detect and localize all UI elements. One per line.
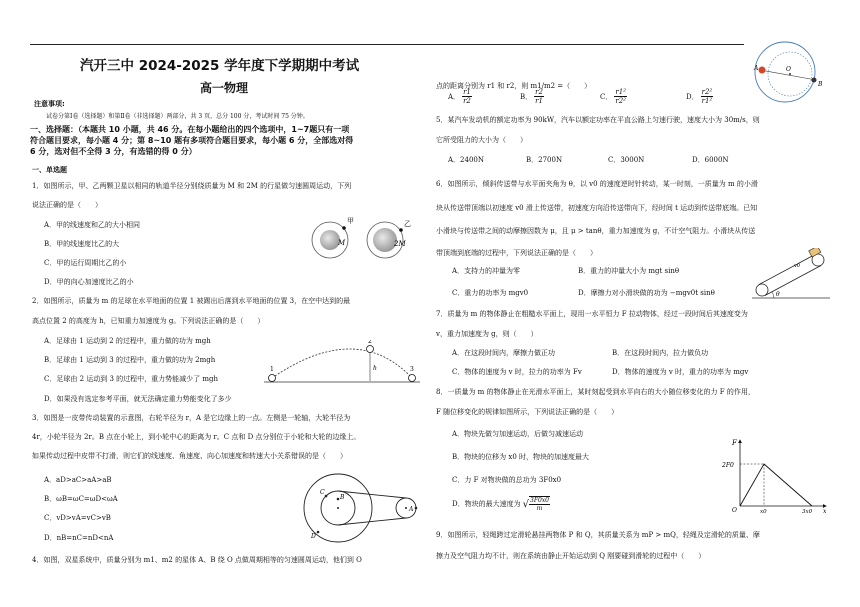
belt-upper [759, 255, 815, 285]
q8-option-d [452, 496, 550, 512]
q4-b-num: r2 [535, 88, 543, 96]
q4-option-b-label: B． [520, 92, 533, 101]
q1-stem-line2: 说法正确的是（ ） [32, 201, 102, 209]
single-choice-heading: 一、单选题 [32, 166, 67, 174]
q6-stem-line1: 6．如图所示，倾斜传送带与水平面夹角为 θ，以 v0 的速度逆时针转动，某一时刻，一质量为 m 的小滑 [436, 180, 758, 188]
q9-stem-line1: 9．如图所示，轻绳跨过定滑轮悬挂两物体 P 和 Q，其质量关系为 mP > mQ，轻绳及定滑轮的质量、摩 [436, 531, 760, 539]
sqrt-icon: √ [522, 498, 529, 510]
label-2m: 2M [394, 240, 406, 248]
q1-stem-line1: 1．如图所示，甲、乙两颗卫星以相同的轨道半径分别绕质量为 M 和 2M 的行星做匀速圆周运动，下列 [32, 182, 352, 190]
q7-option-a: A．在这段时间内，摩擦力做正功 [452, 349, 556, 357]
label-b: B [340, 494, 345, 501]
label-b: B [818, 81, 823, 88]
label-x: x [823, 508, 827, 514]
q3-option-a: A．aD>aC>aA>aB [44, 476, 112, 484]
q4-a-num: r1 [463, 88, 471, 96]
q6-option-b: B．重力的冲量大小为 mgt sinθ [578, 267, 680, 275]
ball-3 [409, 375, 416, 382]
q4-d-den: r1² [701, 97, 713, 105]
label-h: h [373, 365, 377, 372]
q3-option-c: C．vD>vA=vC>vB [44, 514, 111, 522]
q2-option-b: B．足球由 1 运动到 3 的过程中，重力做的功为 2mgh [44, 356, 216, 364]
q4-a-den: r2 [463, 97, 471, 105]
label-m: M [338, 239, 346, 247]
q6-option-c: C．重力的功率为 mgv0 [452, 289, 529, 297]
q8-option-b: B．物块的位移为 x0 时，物块的加速度最大 [452, 453, 589, 461]
label-jia: 甲 [347, 217, 354, 225]
label-c: C [320, 489, 325, 496]
ball-1 [269, 375, 276, 382]
q7-stem-line2: v，重力加速度为 g，则（ ） [436, 330, 538, 338]
planet-m [320, 230, 340, 250]
q2-option-c: C．足球由 2 运动到 3 的过程中，重力势能减少了 mgh [44, 375, 219, 383]
notice-heading: 注意事项: [34, 100, 65, 108]
q3-stem-line3: 如果传动过程中皮带不打滑，则它们的线速度、角速度、向心加速度和转速大小关系错误的是（ ） [32, 452, 347, 460]
q1-option-d: D．甲的向心加速度比乙的小 [44, 278, 134, 286]
label-3: 3 [410, 366, 414, 373]
label-o: O [786, 66, 791, 73]
section1-line2: 符合题目要求，每小题 4 分；第 8~10 题有多项符合题目要求，每小题 6 分，全部选对得 [30, 135, 354, 145]
q1-option-a: A．甲的线速度和乙的大小相同 [44, 221, 141, 229]
q1-option-b: B．甲的线速度比乙的大 [44, 240, 120, 248]
q4-option-d-label: D． [686, 92, 699, 101]
pulley-bottom [756, 284, 768, 296]
q6-stem-line2: 块从传送带顶端以初速度 v0 滑上传送带，初速度方向沿传送带向下，经时间 t 运动到传送带底端。已知 [436, 204, 758, 212]
q4-option-d [686, 88, 713, 105]
q2-option-a: A．足球由 1 运动到 2 的过程中，重力做的功为 mgh [44, 337, 211, 345]
q7-stem-line1: 7．质量为 m 的物体静止在粗糙水平面上，现用一水平恒力 F 拉动物体，经过一段时间后其速度变为 [436, 310, 748, 318]
q3-option-d: D．nB=nC=nD<nA [44, 534, 114, 542]
point-b [337, 498, 340, 501]
label-2f0: 2F0 [722, 462, 734, 469]
angle-arc [772, 292, 774, 298]
label-d: D [311, 533, 316, 540]
satellite-yi [399, 228, 403, 232]
q3-belt-figure [300, 470, 420, 545]
q6-conveyor-figure [752, 248, 832, 300]
q8-option-c: C．力 F 对物块做的总功为 3F0x0 [452, 476, 562, 484]
q6-stem-line3: 小滑块与传送带之间的动摩擦因数为 μ，且 μ > tanθ，重力加速度为 g，不计空气阻力。小滑块从传送 [436, 227, 756, 235]
trajectory [272, 349, 412, 378]
q7-option-d: D．物体的速度为 v 时，重力的功率为 mgv [612, 368, 749, 376]
q3-option-b: B．ωB=ωC=ωD<ωA [44, 495, 118, 503]
q8-stem-line1: 8．一质量为 m 的物体静止在光滑水平面上，某时刻起受到水平向右的大小随位移变化的力 F 的作用， [436, 388, 755, 396]
q8-force-displacement-graph [722, 434, 832, 514]
q3-stem-line2: 4r，小轮半径为 2r。B 点在小轮上，到小轮中心的距离为 r。C 点和 D 点分别位于小轮和大轮的边缘上。 [32, 433, 361, 441]
point-c [325, 495, 328, 498]
q7-option-c: C．物体的速度为 v 时，拉力的功率为 Fv [452, 368, 582, 376]
ball-2 [367, 346, 374, 353]
q4-stem: 4．如图，双星系统中，质量分别为 m1、m2 的星体 A、B 绕 O 点做周期相等的匀速圆周运动，他们到 O [32, 556, 362, 564]
q5-option-b: B．2700N [526, 156, 563, 164]
label-1: 1 [270, 366, 274, 373]
q1-satellite-figure [300, 210, 415, 270]
q2-stem-line2: 高点位置 2 的高度为 h，已知重力加速度为 g。下列说法正确的是（ ） [32, 317, 265, 325]
label-theta: θ [776, 291, 780, 298]
label-v0: v0 [794, 263, 801, 269]
q1-option-c: C．甲的运行周期比乙的小 [44, 259, 127, 267]
label-x0: x0 [760, 509, 767, 514]
q7-option-b: B．在这段时间内，拉力做负功 [612, 349, 709, 357]
force-curve [740, 464, 812, 506]
q2-stem-line1: 2．如图所示，质量为 m 的足球在水平地面的位置 1 被踢出后落到水平地面的位置 3，在空中达到的最 [32, 297, 351, 305]
label-yi: 乙 [404, 220, 411, 228]
section1-line3: 6 分，选对但不全得 3 分，有选错的得 0 分） [30, 146, 197, 156]
top-rule [30, 44, 744, 45]
q5-option-d: D．6000N [692, 156, 729, 164]
star-a [759, 67, 766, 74]
slider-block [809, 248, 821, 257]
q4-option-c [600, 88, 627, 105]
q6-stem-line4: 带顶端到底端的过程中，下列说法正确的是（ ） [436, 249, 597, 257]
q6-option-a: A．支持力的冲量为零 [452, 267, 521, 275]
q4-option-c-label: C． [600, 92, 613, 101]
q4-option-b [520, 88, 544, 105]
q8-option-d-prefix: D．物块的最大速度为 [452, 500, 521, 508]
q8-d-den: m [536, 505, 543, 512]
label-a: A [754, 65, 759, 72]
notice-text: 试卷分第Ⅰ卷（选择题）和第Ⅱ卷（非选择题）两部分，共 3 页，总分 100 分，考试时间 75 分钟。 [46, 113, 309, 120]
star-b [812, 78, 817, 83]
label-3x0: 3x0 [802, 509, 813, 514]
q2-option-d: D．如果没有选定参考平面，就无法确定重力势能变化了多少 [44, 395, 232, 403]
q4-c-num: r1² [615, 88, 626, 96]
q4-b-den: r1 [535, 97, 543, 105]
q9-stem-line2: 擦力及空气阻力均不计，则在系统由静止开始运动到 Q 刚要碰到滑轮的过程中（ ） [436, 552, 706, 560]
q8-stem-line2: F 随位移变化的规律如图所示，下列说法正确的是（ ） [436, 408, 619, 416]
q2-football-figure [262, 340, 422, 388]
section1-header [30, 125, 353, 157]
label-2: 2 [368, 340, 372, 345]
q4-binary-star-figure [750, 40, 830, 112]
q6-option-d: D．摩擦力对小滑块做的功为 −mgv0t sinθ [578, 289, 715, 297]
q8-option-a: A．物块先做匀加速运动，后做匀减速运动 [452, 430, 584, 438]
q5-option-a: A．2400N [448, 156, 484, 164]
label-origin: O [732, 507, 737, 514]
q5-stem-line1: 5．某汽车发动机的额定功率为 90kW，汽车以额定功率在平直公路上匀速行驶，速度大小为 30m/s，则 [436, 116, 760, 124]
exam-subject: 高一物理 [200, 81, 249, 95]
belt-lower [765, 266, 821, 296]
q3-stem-line1: 3．如图是一皮带传动装置的示意图，右轮半径为 r，A 是它边缘上的一点。左侧是一轮轴，大轮半径为 [32, 414, 351, 422]
q4-c-den: r2² [615, 97, 626, 105]
q5-option-c: C．3000N [608, 156, 645, 164]
section1-line1: 一、选择题：（本题共 10 小题，共 46 分。在每小题给出的四个选项中，1~7题只有一项 [30, 125, 350, 134]
point-a [415, 507, 418, 510]
satellite-jia [342, 226, 346, 230]
label-f: F [732, 439, 737, 447]
point-d [317, 531, 320, 534]
exam-title: 汽开三中 2024-2025 学年度下学期期中考试 [80, 58, 360, 74]
q4-option-a-label: A． [448, 92, 461, 101]
center-o [789, 73, 791, 75]
q8-d-num: 3F0x0 [530, 497, 549, 504]
q5-stem-line2: 它所受阻力的大小为（ ） [436, 136, 527, 144]
q4-cont-stem: 点的距离分别为 r1 和 r2，则 m1/m2 =（ ） [436, 82, 592, 90]
label-a: A [409, 506, 414, 513]
q4-option-a [448, 88, 472, 105]
q4-d-num: r2² [701, 88, 713, 96]
